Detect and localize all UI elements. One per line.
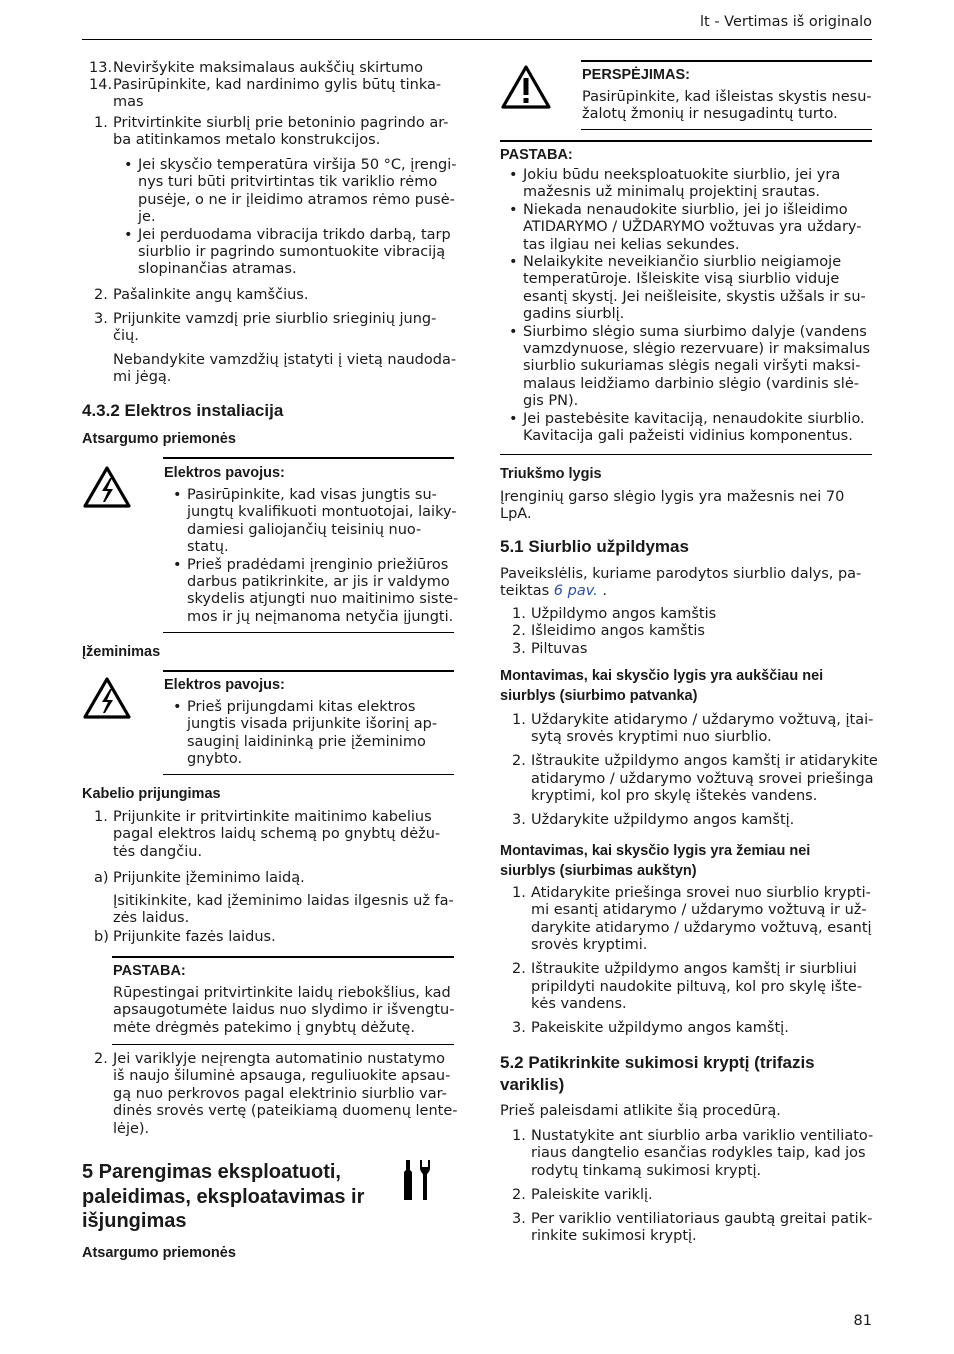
bullet-text: temperatūroje. Išleiskite visą siurblio viduje	[523, 271, 840, 288]
bullet-text: je.	[138, 209, 156, 226]
bullet: •	[124, 157, 133, 173]
list-number: 2.	[94, 1051, 108, 1067]
electrical-hazard-icon	[82, 676, 132, 720]
bullet-text: slopinančias atramas.	[138, 261, 297, 278]
body-text: Prieš paleisdami atlikite šią procedūrą.	[500, 1103, 781, 1119]
bullet-text: nys turi būti pritvirtintas tik variklio rėmo	[138, 174, 438, 191]
page-header: lt - Vertimas iš originalo	[700, 14, 872, 30]
list-item-text: kės vandens.	[531, 995, 627, 1012]
list-number: 1.	[94, 115, 108, 131]
list-item-text: Uždarykite užpildymo angos kamštį.	[531, 812, 795, 828]
bullet-text: statų.	[187, 539, 229, 556]
bullet-text: Jei perduodama vibracija trikdo darbą, tarp	[138, 226, 451, 243]
bullet: •	[173, 556, 182, 573]
list-item-text: Neviršykite maksimalaus aukščių skirtumo	[113, 60, 424, 76]
list-item-text: Jei variklyje neįrengta automatinio nustatymo	[113, 1051, 445, 1067]
note-text: zės laidus.	[113, 910, 190, 927]
list-item-text: Pritvirtinkite siurblį prie betoninio pagrindo ar-	[113, 115, 449, 131]
list-item-text: Pasirūpinkite, kad nardinimo gylis būtų tinka-	[113, 77, 442, 93]
list-item-text: Nustatykite ant siurblio arba variklio ventiliato-	[531, 1128, 874, 1144]
list-item-text: Užpildymo angos kamštis	[531, 606, 717, 622]
chapter-heading: išjungimas	[82, 1210, 187, 1232]
list-number: 1.	[94, 809, 108, 825]
bullet-text: mos ir jų neįmanoma netyčia įjungti.	[187, 608, 454, 625]
note-text: Įsitikinkite, kad įžeminimo laidas ilgesnis už fa-	[113, 893, 454, 909]
bullet-text: Nelaikykite neveikiančio siurblio neigiamoje	[523, 254, 842, 270]
list-number: 1.	[512, 885, 526, 901]
bullet-text: Prieš pradėdami įrenginio priežiūros	[187, 556, 449, 573]
note-bottom-rule	[112, 1044, 454, 1045]
note-title: PASTABA:	[500, 147, 573, 163]
bullet-text: ATIDARYMO / UŽDARYMO vožtuvas yra uždary-	[523, 219, 862, 236]
caution-top-rule	[581, 60, 872, 62]
section-heading: 4.3.2 Elektros instaliacija	[82, 401, 284, 420]
list-item-text: Paleiskite variklį.	[531, 1186, 653, 1203]
list-item-text: Per variklio ventiliatoriaus gaubtą greitai patik-	[531, 1210, 873, 1227]
bullet: •	[509, 201, 518, 218]
list-number: 3.	[512, 812, 526, 828]
bullet-text: malaus leidžiamo darbinio slėgio (vardinis slė-	[523, 375, 859, 392]
page-number: 81	[853, 1313, 872, 1329]
header-rule	[82, 39, 872, 40]
caution-text: žalotų žmonių ir nesugadintų turto.	[582, 106, 838, 123]
subheading: Montavimas, kai skysčio lygis yra žemiau nei	[500, 843, 811, 859]
list-item-text: sytą srovės kryptimi nuo siurblio.	[531, 729, 772, 746]
bullet-text: siurblio ir pagrindo sumontuokite vibraciją	[138, 244, 446, 260]
bullet-text: Jokiu būdu neeksploatuokite siurblio, jei yra	[523, 167, 841, 183]
list-number: 3.	[512, 1019, 526, 1036]
body-text: Įrenginių garso slėgio lygis yra mažesnis nei 70	[500, 489, 845, 505]
bullet-text: Niekada nenaudokite siurblio, jei jo išleidimo	[523, 201, 848, 218]
warning-title: Elektros pavojus:	[164, 677, 285, 693]
subheading: siurblys (siurbimo patvanka)	[500, 688, 698, 704]
list-item-text: dinės srovės vertę (pateikiamą duomenų lente-	[113, 1103, 458, 1120]
warning-bottom-rule	[163, 632, 454, 633]
subheading: siurblys (siurbimas aukštyn)	[500, 863, 697, 879]
chapter-heading: 5 Parengimas eksploatuoti,	[82, 1161, 341, 1183]
bullet-text: darbus patikrinkite, ar jis ir valdymo	[187, 574, 450, 590]
section-heading: 5.2 Patikrinkite sukimosi kryptį (trifazis	[500, 1053, 815, 1072]
list-number: 2.	[94, 287, 108, 303]
list-item-text: Pašalinkite angų kamščius.	[113, 287, 309, 303]
body-text: Paveikslėlis, kuriame parodytos siurblio dalys, pa-	[500, 566, 862, 582]
bullet: •	[509, 410, 518, 427]
list-item-text: Prijunkite ir pritvirtinkite maitinimo kabelius	[113, 809, 432, 825]
subheading: Montavimas, kai skysčio lygis yra aukščiau nei	[500, 668, 824, 684]
bullet-text: Jei pastebėsite kavitaciją, nenaudokite siurblio.	[523, 410, 865, 427]
list-item-text: Piltuvas	[531, 640, 588, 657]
warning-top-rule	[163, 457, 454, 459]
bullet: •	[509, 323, 518, 340]
note-text: Nebandykite vamzdžių įstatyti į vietą naudoda-	[113, 352, 457, 368]
subheading: Atsargumo priemonės	[82, 431, 236, 447]
list-item-text: pagal elektros laidų schemą po gnybtų dėžu-	[113, 826, 441, 843]
list-number: 2.	[512, 1186, 526, 1203]
bullet-text: Siurbimo slėgio suma siurbimo dalyje (vandens	[523, 323, 867, 340]
subheading: Kabelio prijungimas	[82, 786, 221, 802]
list-item-text: lėje).	[113, 1120, 150, 1137]
tools-icon	[400, 1158, 434, 1202]
list-item-text: gą nuo perkrovos pagal elektrinio siurblio var-	[113, 1085, 447, 1102]
list-number: 3.	[512, 1210, 526, 1227]
list-item-text: darykite atidarymo / uždarymo vožtuvą, esantį	[531, 919, 872, 936]
bullet: •	[509, 167, 518, 183]
bullet-text: mažesnis už minimalų projektinį srautas.	[523, 184, 821, 201]
body-text: LpA.	[500, 506, 532, 523]
list-item-text: Prijunkite įžeminimo laidą.	[113, 870, 305, 886]
note-text: Rūpestingai pritvirtinkite laidų riebokšlius, kad	[113, 985, 451, 1001]
list-number: 1.	[512, 1128, 526, 1144]
note-text: mėte drėgmės patekimo į gnybtų dėžutę.	[113, 1019, 415, 1036]
list-item-text: Prijunkite vamzdį prie siurblio srieginių jung-	[113, 311, 437, 327]
electrical-hazard-icon	[82, 465, 132, 509]
list-number: 13.	[89, 60, 113, 76]
list-item-text: mi esantį atidarymo / uždarymo vožtuvą ir už-	[531, 902, 867, 919]
list-item-text: ba atitinkamos metalo konstrukcijos.	[113, 132, 381, 149]
bullet-text: pusėje, o ne ir įleidimo atramos rėmo pusė-	[138, 191, 455, 208]
bullet: •	[509, 254, 518, 270]
subheading: Triukšmo lygis	[500, 466, 602, 482]
list-item-text: srovės kryptimi.	[531, 937, 648, 954]
list-item-text: Pakeiskite užpildymo angos kamštį.	[531, 1019, 789, 1036]
warning-title: Elektros pavojus:	[164, 465, 285, 481]
list-number: 2.	[512, 753, 526, 770]
warning-top-rule	[163, 670, 454, 672]
bullet-text: jungtų kvalifikuoti montuotojai, laiky-	[187, 504, 457, 521]
list-item-text: Ištraukite užpildymo angos kamštį ir siurbliui	[531, 961, 857, 978]
list-item-text: Prijunkite fazės laidus.	[113, 929, 276, 945]
list-item-text: mas	[113, 94, 144, 111]
bullet-text: sauginį laidininką prie įžeminimo	[187, 733, 426, 750]
body-text	[500, 583, 607, 601]
chapter-heading: paleidimas, eksploatavimas ir	[82, 1185, 365, 1208]
list-number: 14.	[89, 77, 113, 93]
caution-text: Pasirūpinkite, kad išleistas skystis nesu-	[582, 89, 872, 105]
caution-bottom-rule	[581, 129, 872, 130]
bullet-text: siurblio sukuriamas slėgis negali viršyti maksi-	[523, 358, 861, 375]
list-item-text: čių.	[113, 328, 139, 345]
warning-triangle-icon	[500, 64, 552, 110]
list-item-text: pripildyti naudokite piltuvą, kol pro skylę ište-	[531, 978, 863, 995]
list-number: 3.	[94, 311, 108, 327]
bullet-text: vamzdynuose, slėgio rezervuare) ir maksimalus	[523, 341, 871, 357]
list-item-text: tės dangčiu.	[113, 843, 203, 860]
text-run: teiktas	[500, 583, 554, 599]
note-top-rule	[112, 956, 454, 958]
note-bottom-rule	[500, 454, 872, 455]
bullet-text: Prieš prijungdami kitas elektros	[187, 699, 416, 715]
bullet-text: Kavitacija gali pažeisti vidinius komponentus.	[523, 428, 853, 444]
subheading: Įžeminimas	[82, 644, 161, 660]
bullet-text: esantį skystį. Jei neišleisite, skystis užšals ir su-	[523, 288, 866, 305]
list-number: 1.	[512, 606, 526, 622]
list-item-text: atidarymo / uždarymo vožtuvą srovei priešinga	[531, 770, 874, 787]
bullet-text: jungtis visada prijunkite išorinį ap-	[187, 716, 438, 733]
note-text: apsaugotumėte laidus nuo slydimo ir išvengtu-	[113, 1002, 455, 1019]
list-number: 2.	[512, 961, 526, 978]
list-item-text: kryptimi, kol pro skylę ištekės vandens.	[531, 788, 818, 805]
figure-link[interactable]: 6 pav.	[553, 583, 598, 599]
list-item-text: rodytų tinkamą sukimosi kryptį.	[531, 1162, 762, 1179]
list-number: 2.	[512, 623, 526, 640]
list-item-text: iš naujo šiluminė apsauga, reguliuokite apsau-	[113, 1068, 451, 1085]
bullet-text: tas ilgiau nei kelias sekundes.	[523, 236, 740, 253]
bullet-text: gadins siurblį.	[523, 306, 625, 323]
subheading: Atsargumo priemonės	[82, 1245, 236, 1261]
text-run: .	[597, 583, 607, 599]
note-top-rule	[500, 140, 872, 142]
bullet-text: skydelis atjungti nuo maitinimo siste-	[187, 591, 459, 608]
bullet-text: Pasirūpinkite, kad visas jungtis su-	[187, 487, 437, 503]
list-number: a)	[94, 870, 109, 886]
bullet-text: gis PN).	[523, 393, 579, 410]
bullet-text: Jei skysčio temperatūra viršija 50 °C, įrengi-	[138, 157, 457, 173]
note-title: PASTABA:	[113, 963, 186, 979]
list-number: 1.	[512, 712, 526, 728]
list-number: b)	[94, 929, 109, 945]
list-item-text: Ištraukite užpildymo angos kamštį ir atidarykite	[531, 753, 878, 770]
bullet: •	[173, 699, 182, 715]
section-heading: variklis)	[500, 1075, 565, 1094]
warning-bottom-rule	[163, 774, 454, 775]
list-item-text: Atidarykite priešinga srovei nuo siurblio krypti-	[531, 885, 871, 901]
list-number: 3.	[512, 640, 526, 657]
bullet-text: gnybto.	[187, 751, 243, 768]
note-text: mi jėgą.	[113, 369, 172, 386]
caution-title: PERSPĖJIMAS:	[582, 67, 690, 83]
bullet: •	[124, 226, 133, 243]
section-heading: 5.1 Siurblio užpildymas	[500, 537, 689, 556]
list-item-text: riaus dangtelio esančias rodykles taip, kad jos	[531, 1145, 866, 1162]
list-item-text: Uždarykite atidarymo / uždarymo vožtuvą, įtai-	[531, 712, 874, 728]
list-item-text: Išleidimo angos kamštis	[531, 623, 705, 640]
list-item-text: rinkite sukimosi kryptį.	[531, 1228, 697, 1244]
bullet: •	[173, 487, 182, 503]
bullet-text: damiesi galiojančių teisinių nuo-	[187, 521, 422, 538]
